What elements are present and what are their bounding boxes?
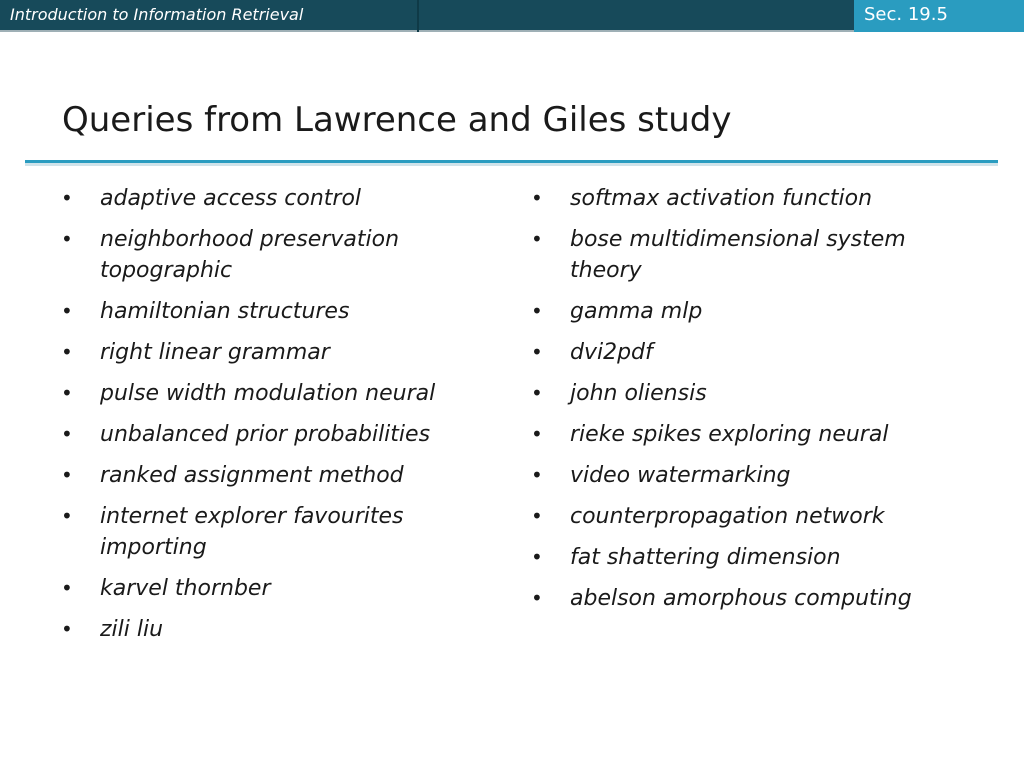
list-item: [526, 501, 966, 532]
header-divider: [417, 0, 419, 32]
bullet-icon: •: [531, 422, 543, 446]
bullet-icon: •: [531, 299, 543, 323]
bullet-icon: •: [61, 299, 73, 323]
list-item: [526, 337, 966, 368]
list-item-text: video watermarking: [570, 463, 791, 488]
bullet-icon: •: [61, 381, 73, 405]
list-item-text: internet explorer favourites importing: [100, 504, 404, 560]
list-item: [526, 378, 966, 409]
left-query-list: [56, 183, 476, 655]
list-item: [56, 460, 476, 491]
list-item-text: adaptive access control: [100, 186, 362, 211]
list-item-text: zili liu: [100, 617, 164, 642]
bullet-icon: •: [61, 463, 73, 487]
bullet-icon: •: [61, 576, 73, 600]
list-item: [56, 337, 476, 368]
list-item: [526, 460, 966, 491]
section-box: [854, 0, 1024, 32]
list-item-text: pulse width modulation neural: [100, 381, 436, 406]
list-item-text: neighborhood preservation topographic: [100, 227, 400, 283]
list-item: [526, 419, 966, 450]
slide-title: Queries from Lawrence and Giles study: [62, 100, 732, 140]
bullet-icon: •: [61, 422, 73, 446]
list-item-text: rieke spikes exploring neural: [570, 422, 889, 447]
bullet-icon: •: [61, 340, 73, 364]
list-item-text: ranked assignment method: [100, 463, 404, 488]
bullet-icon: •: [531, 227, 543, 251]
list-item-text: right linear grammar: [100, 340, 330, 365]
list-item: [56, 614, 476, 645]
course-title: Introduction to Information Retrieval: [10, 5, 304, 24]
list-item: [56, 573, 476, 604]
bullet-icon: •: [531, 381, 543, 405]
list-item-text: fat shattering dimension: [570, 545, 841, 570]
list-item-text: bose multidimensional system theory: [570, 227, 906, 283]
list-item: [526, 183, 966, 214]
list-item-text: unbalanced prior probabilities: [100, 422, 431, 447]
bullet-icon: •: [531, 186, 543, 210]
list-item-text: abelson amorphous computing: [570, 586, 912, 611]
list-item: [526, 583, 966, 614]
list-item-text: dvi2pdf: [570, 340, 653, 365]
bullet-icon: •: [531, 463, 543, 487]
bullet-icon: •: [61, 186, 73, 210]
list-item: [56, 224, 476, 286]
list-item-text: hamiltonian structures: [100, 299, 350, 324]
list-item-text: softmax activation function: [570, 186, 873, 211]
bullet-icon: •: [61, 504, 73, 528]
list-item-text: karvel thornber: [100, 576, 271, 601]
list-item-text: counterpropagation network: [570, 504, 885, 529]
list-item: [526, 296, 966, 327]
list-item: [56, 183, 476, 214]
right-query-list: [526, 183, 966, 624]
bullet-icon: •: [61, 227, 73, 251]
header-bar: [0, 0, 1024, 32]
list-item: [56, 378, 476, 409]
list-item: [526, 542, 966, 573]
list-item: [56, 296, 476, 327]
list-item-text: gamma mlp: [570, 299, 703, 324]
bullet-icon: •: [531, 586, 543, 610]
title-rule-shadow: [25, 163, 998, 166]
bullet-icon: •: [531, 545, 543, 569]
list-item: [56, 501, 476, 563]
bullet-icon: •: [531, 340, 543, 364]
bullet-icon: •: [531, 504, 543, 528]
list-item: [526, 224, 966, 286]
bullet-icon: •: [61, 617, 73, 641]
list-item-text: john oliensis: [570, 381, 707, 406]
list-item: [56, 419, 476, 450]
section-label: Sec. 19.5: [864, 4, 948, 25]
